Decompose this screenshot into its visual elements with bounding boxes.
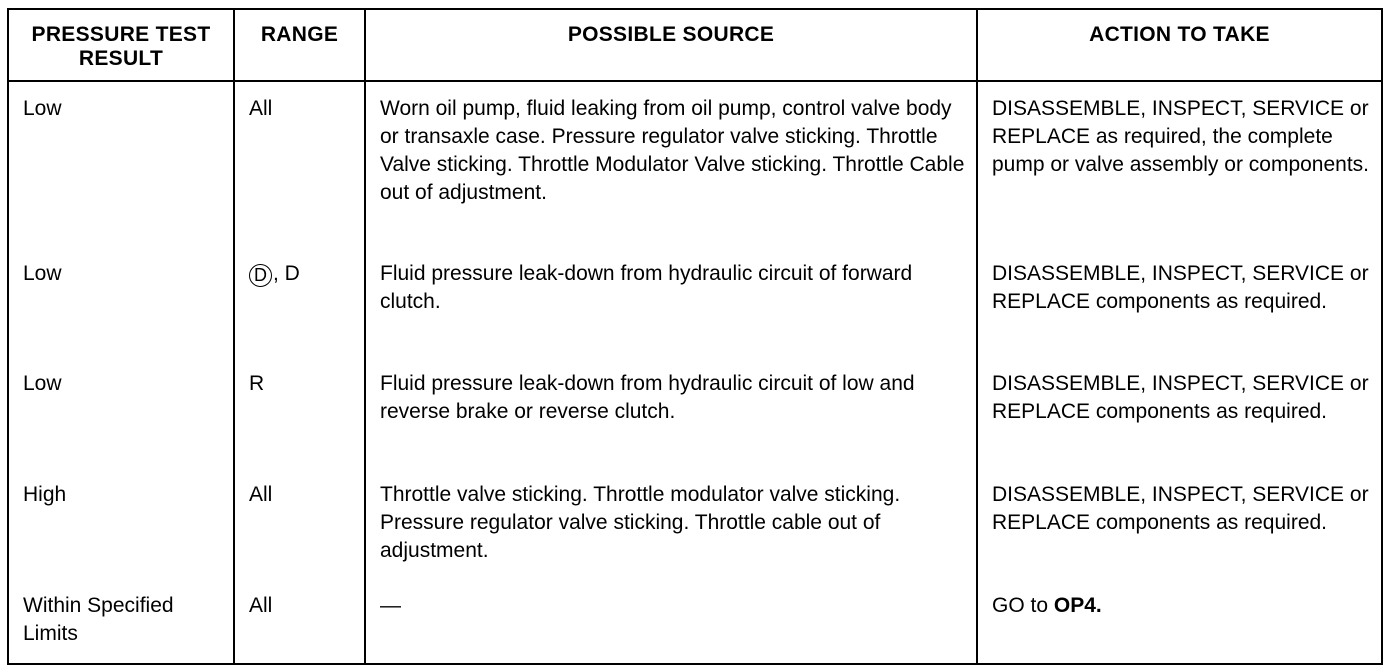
range-cell: All (234, 579, 365, 664)
action-cell: DISASSEMBLE, INSPECT, SERVICE or REPLACE components as required. (977, 246, 1382, 357)
source-cell: Worn oil pump, fluid leaking from oil pump, control valve body or transaxle case. Pressure regulator valve sticking. Throttle Valve sticking. Throttle Modulator Valve sticking. Throttle Cable out of adjustment. (365, 81, 977, 246)
range-cell: All (234, 81, 365, 246)
result-cell: Low (8, 246, 234, 357)
action-cell: DISASSEMBLE, INSPECT, SERVICE or REPLACE components as required. (977, 357, 1382, 468)
header-action-to-take: ACTION TO TAKE (977, 9, 1382, 81)
pressure-test-table (7, 8, 1383, 665)
range-cell (234, 246, 365, 357)
range-cell: R (234, 357, 365, 468)
action-cell: DISASSEMBLE, INSPECT, SERVICE or REPLACE as required, the complete pump or valve assembly or components. (977, 81, 1382, 246)
range-rest: , D (273, 262, 300, 285)
result-cell: Within Specified Limits (8, 579, 234, 664)
result-cell: Low (8, 357, 234, 468)
table-row (8, 357, 1382, 468)
range-cell: All (234, 468, 365, 579)
table-row (8, 81, 1382, 246)
table-row (8, 468, 1382, 579)
header-possible-source: POSSIBLE SOURCE (365, 9, 977, 81)
circled-d-symbol: D (249, 264, 272, 287)
action-cell: DISASSEMBLE, INSPECT, SERVICE or REPLACE components as required. (977, 468, 1382, 579)
result-cell: Low (8, 81, 234, 246)
action-prefix: GO to (992, 594, 1054, 617)
header-range: RANGE (234, 9, 365, 81)
header-pressure-test-result: PRESSURE TEST RESULT (8, 9, 234, 81)
source-cell: — (365, 579, 977, 664)
header-row (8, 9, 1382, 81)
table-row (8, 246, 1382, 357)
op4-reference: OP4. (1053, 594, 1102, 617)
result-cell: High (8, 468, 234, 579)
source-cell: Fluid pressure leak-down from hydraulic circuit of forward clutch. (365, 246, 977, 357)
table-row (8, 579, 1382, 664)
action-cell (977, 579, 1382, 664)
source-cell: Fluid pressure leak-down from hydraulic circuit of low and reverse brake or reverse clutch. (365, 357, 977, 468)
source-cell: Throttle valve sticking. Throttle modulator valve sticking. Pressure regulator valve sticking. Throttle cable out of adjustment. (365, 468, 977, 579)
